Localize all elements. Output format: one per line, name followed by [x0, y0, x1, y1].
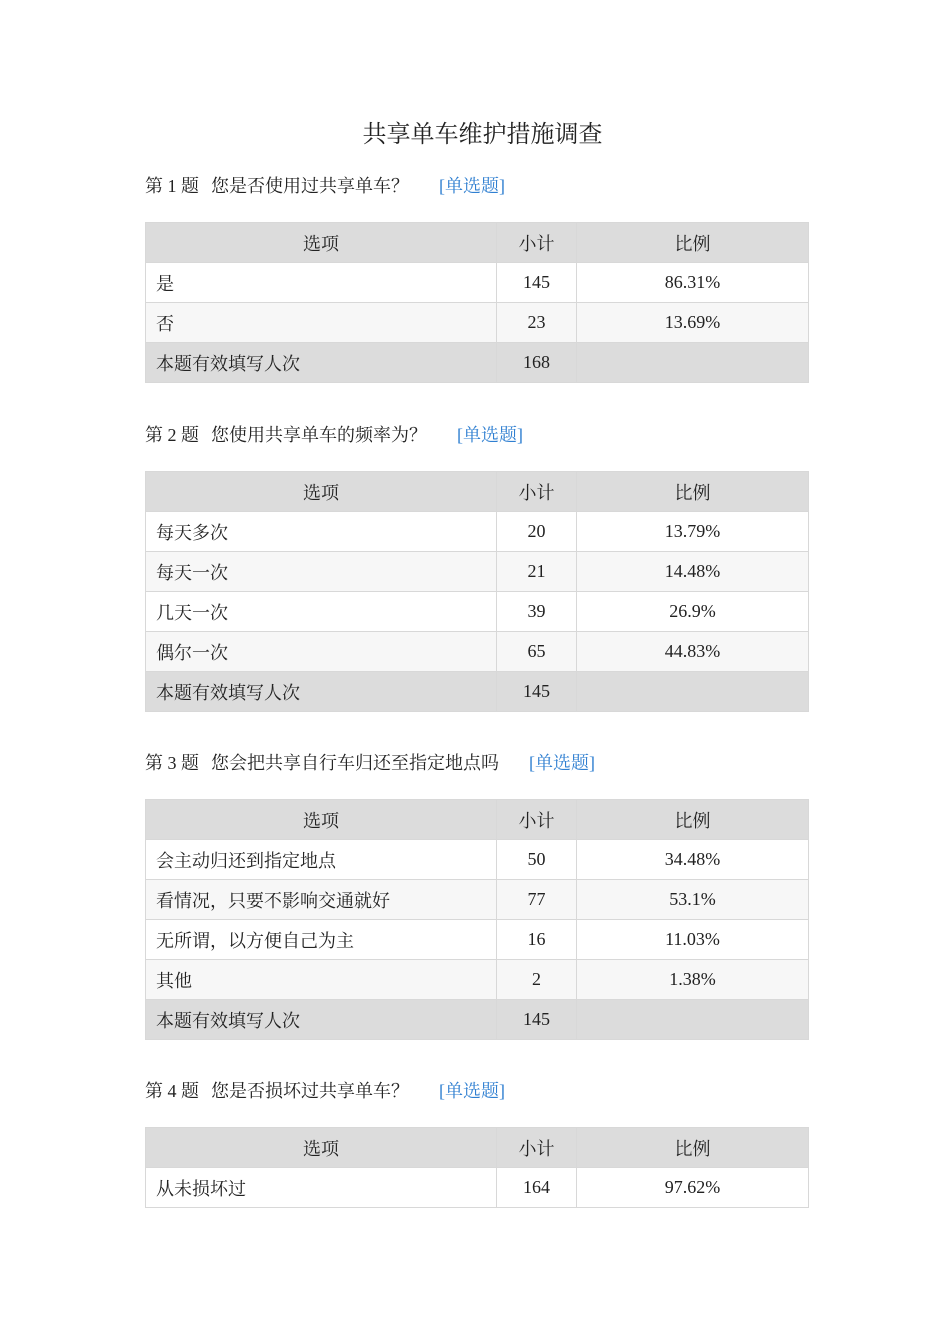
ratio-cell: 44.83% [577, 632, 809, 672]
option-cell: 几天一次 [146, 592, 497, 632]
question-type-tag: [单选题] [439, 1081, 505, 1101]
question-4 [145, 1077, 808, 1208]
option-cell: 无所谓，以方便自己为主 [146, 920, 497, 960]
count-cell: 2 [497, 960, 577, 1000]
question-type-tag: [单选题] [439, 176, 505, 196]
ratio-cell: 1.38% [577, 960, 809, 1000]
results-table [145, 222, 809, 383]
option-cell: 其他 [146, 960, 497, 1000]
header-count: 小计 [497, 472, 577, 512]
option-cell: 会主动归还到指定地点 [146, 840, 497, 880]
table-header-row [146, 800, 809, 840]
question-text: 您是否损坏过共享单车？ [211, 1081, 409, 1101]
table-row [146, 263, 809, 303]
option-cell: 每天多次 [146, 512, 497, 552]
ratio-cell: 26.9% [577, 592, 809, 632]
question-heading [145, 1077, 808, 1105]
count-cell: 21 [497, 552, 577, 592]
table-row [146, 1168, 809, 1208]
table-header-row [146, 223, 809, 263]
total-ratio-empty [577, 343, 809, 383]
ratio-cell: 14.48% [577, 552, 809, 592]
question-text: 您使用共享单车的频率为？ [211, 425, 427, 445]
table-row [146, 920, 809, 960]
ratio-cell: 13.79% [577, 512, 809, 552]
table-row [146, 632, 809, 672]
count-cell: 16 [497, 920, 577, 960]
header-count: 小计 [497, 800, 577, 840]
total-label: 本题有效填写人次 [146, 672, 497, 712]
total-row [146, 343, 809, 383]
total-label: 本题有效填写人次 [146, 1000, 497, 1040]
total-count: 145 [497, 1000, 577, 1040]
count-cell: 50 [497, 840, 577, 880]
total-label: 本题有效填写人次 [146, 343, 497, 383]
table-row [146, 592, 809, 632]
total-count: 168 [497, 343, 577, 383]
table-row [146, 840, 809, 880]
ratio-cell: 97.62% [577, 1168, 809, 1208]
question-text: 您是否使用过共享单车？ [211, 176, 409, 196]
count-cell: 65 [497, 632, 577, 672]
header-ratio: 比例 [577, 1128, 809, 1168]
question-number: 第 1 题 [145, 176, 199, 196]
question-heading [145, 749, 808, 777]
question-type-tag: [单选题] [529, 753, 595, 773]
results-table [145, 471, 809, 712]
option-cell: 偶尔一次 [146, 632, 497, 672]
results-table [145, 799, 809, 1040]
header-ratio: 比例 [577, 472, 809, 512]
total-row [146, 1000, 809, 1040]
option-cell: 每天一次 [146, 552, 497, 592]
ratio-cell: 86.31% [577, 263, 809, 303]
table-row [146, 552, 809, 592]
question-3 [145, 749, 808, 1040]
question-2 [145, 421, 808, 712]
option-cell: 是 [146, 263, 497, 303]
question-text: 您会把共享自行车归还至指定地点吗 [211, 753, 499, 773]
table-row [146, 880, 809, 920]
ratio-cell: 34.48% [577, 840, 809, 880]
table-row [146, 303, 809, 343]
header-ratio: 比例 [577, 800, 809, 840]
table-header-row [146, 1128, 809, 1168]
header-ratio: 比例 [577, 223, 809, 263]
question-heading [145, 172, 808, 200]
option-cell: 看情况，只要不影响交通就好 [146, 880, 497, 920]
header-option: 选项 [146, 800, 497, 840]
table-header-row [146, 472, 809, 512]
ratio-cell: 53.1% [577, 880, 809, 920]
count-cell: 20 [497, 512, 577, 552]
total-ratio-empty [577, 1000, 809, 1040]
total-count: 145 [497, 672, 577, 712]
header-option: 选项 [146, 1128, 497, 1168]
header-count: 小计 [497, 223, 577, 263]
option-cell: 从未损坏过 [146, 1168, 497, 1208]
header-option: 选项 [146, 223, 497, 263]
option-cell: 否 [146, 303, 497, 343]
header-option: 选项 [146, 472, 497, 512]
question-type-tag: [单选题] [457, 425, 523, 445]
count-cell: 39 [497, 592, 577, 632]
question-heading [145, 421, 808, 449]
results-table [145, 1127, 809, 1208]
page-title: 共享单车维护措施调查 [362, 122, 603, 148]
question-number: 第 3 题 [145, 753, 199, 773]
total-ratio-empty [577, 672, 809, 712]
table-row [146, 512, 809, 552]
ratio-cell: 13.69% [577, 303, 809, 343]
question-1 [145, 172, 808, 383]
count-cell: 145 [497, 263, 577, 303]
count-cell: 23 [497, 303, 577, 343]
header-count: 小计 [497, 1128, 577, 1168]
question-number: 第 4 题 [145, 1081, 199, 1101]
ratio-cell: 11.03% [577, 920, 809, 960]
question-number: 第 2 题 [145, 425, 199, 445]
count-cell: 164 [497, 1168, 577, 1208]
total-row [146, 672, 809, 712]
table-row [146, 960, 809, 1000]
count-cell: 77 [497, 880, 577, 920]
